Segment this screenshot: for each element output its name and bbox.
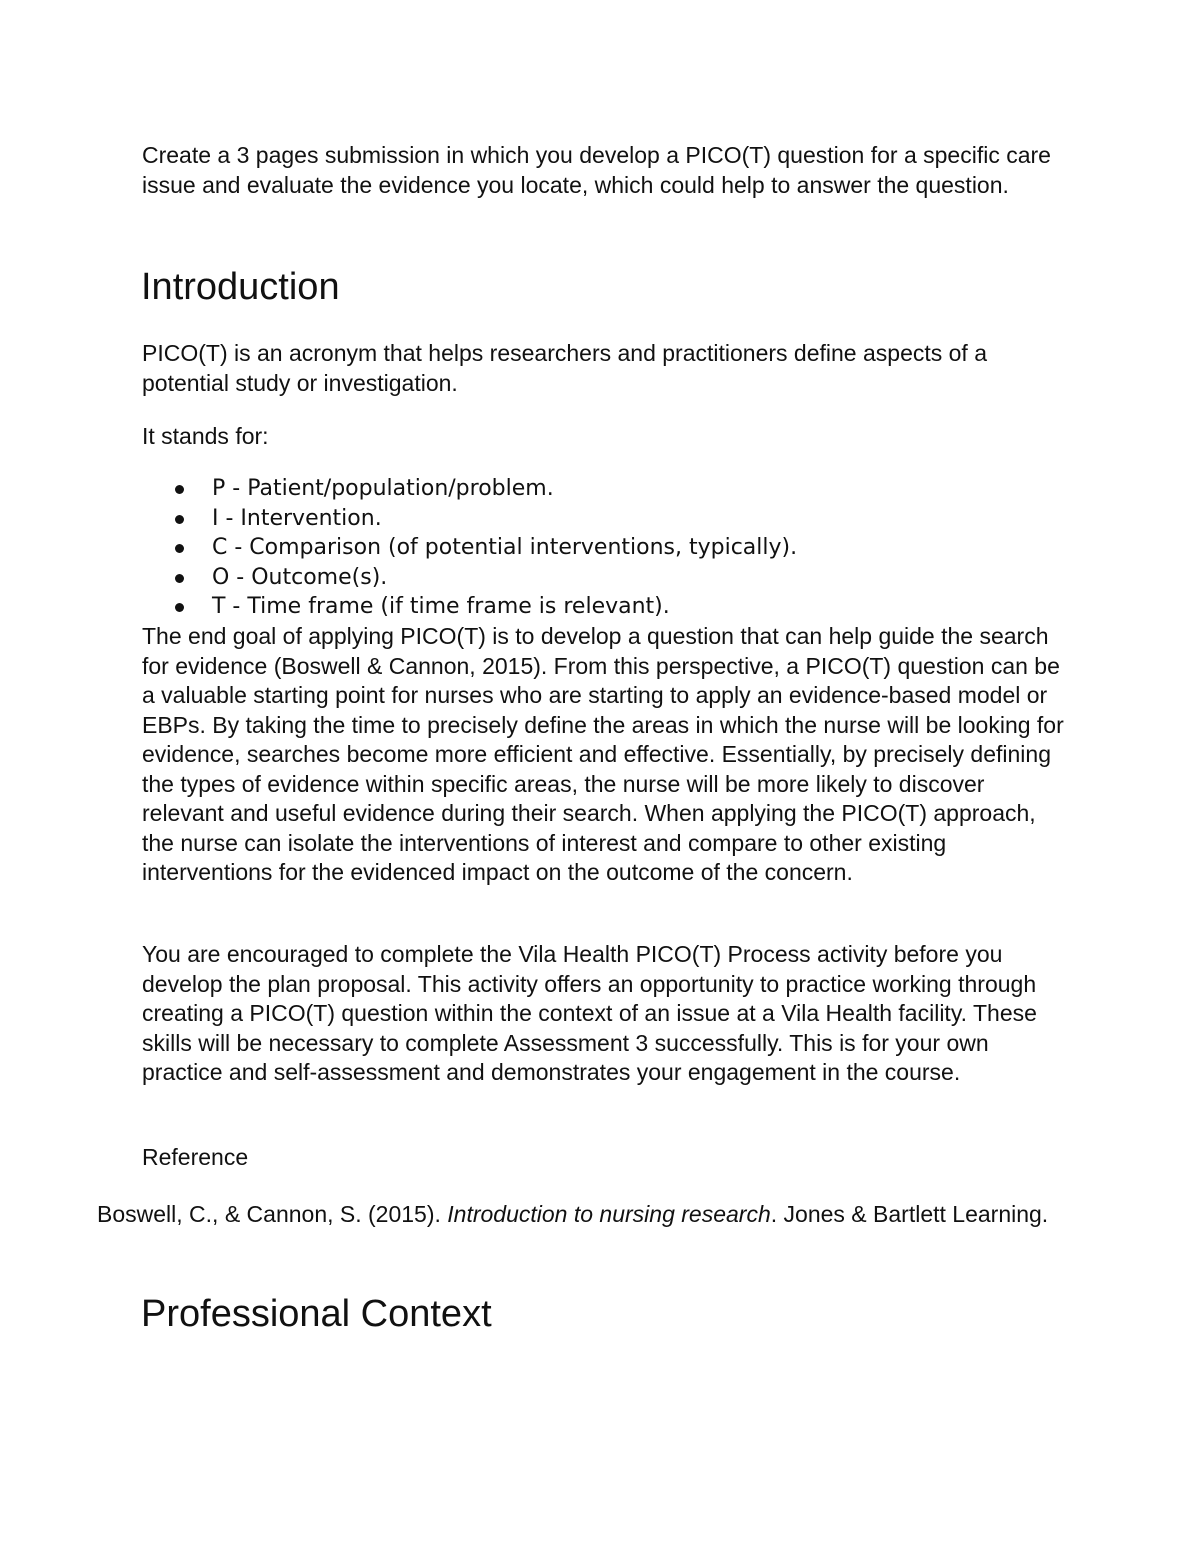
reference-label: Reference xyxy=(142,1144,249,1170)
reference-authors: Boswell, C., & Cannon, S. (2015). xyxy=(97,1201,448,1227)
stands-for-text: It stands for: xyxy=(142,423,269,449)
list-item xyxy=(142,563,1042,593)
list-item xyxy=(142,474,1042,504)
pico-definition-paragraph: PICO(T) is an acronym that helps researchers and practitioners define aspects of a potential study or investigation. xyxy=(142,340,988,396)
encouraged-paragraph: You are encouraged to complete the Vila Health PICO(T) Process activity before you develop the plan proposal. This activity offers an opportunity to practice working through creating a PICO(T) question within the context of an issue at a Vila Health facility. These skills will be necessary to complete Assessment 3 successfully. This is for your own practice and self-assessment and demonstrates your engagement in the course. xyxy=(142,941,1037,1085)
list-item-text: O - Outcome(s). xyxy=(212,564,388,590)
list-item xyxy=(142,504,1042,534)
heading-introduction: Introduction xyxy=(141,266,340,308)
list-item-text: C - Comparison (of potential interventions, typically). xyxy=(212,535,798,560)
pico-list xyxy=(142,474,1042,622)
bullet-icon xyxy=(175,544,184,553)
list-item-text: T - Time frame (if time frame is relevant). xyxy=(212,594,670,619)
bullet-icon xyxy=(175,515,184,524)
reference-title: Introduction to nursing research xyxy=(447,1201,771,1227)
list-item xyxy=(142,533,1042,563)
intro-paragraph: Create a 3 pages submission in which you develop a PICO(T) question for a specific care issue and evaluate the evidence you locate, which could help to answer the question. xyxy=(142,142,1051,198)
heading-professional-context: Professional Context xyxy=(141,1293,492,1335)
bullet-icon xyxy=(175,485,184,494)
list-item xyxy=(142,592,1042,622)
list-item-text: I - Intervention. xyxy=(212,505,382,531)
bullet-icon xyxy=(175,574,184,583)
reference-publisher: . Jones & Bartlett Learning. xyxy=(770,1201,1049,1227)
end-goal-paragraph: The end goal of applying PICO(T) is to develop a question that can help guide the search for evidence (Boswell & Cannon, 2015). From this perspective, a PICO(T) question can be a valuable starting point for nurses who are starting to apply an evidence-based model or EBPs. By taking the time to precisely define the areas in which the nurse will be looking for evidence, searches become more efficient and effective. Essentially, by precisely defining the types of evidence within specific areas, the nurse will be more likely to discover relevant and useful evidence during their search. When applying the PICO(T) approach, the nurse can isolate the interventions of interest and compare to other existing interventions for the evidenced impact on the outcome of the concern. xyxy=(142,623,1064,885)
reference-entry xyxy=(97,1200,1117,1230)
bullet-icon xyxy=(175,603,184,612)
list-item-text: P - Patient/population/problem. xyxy=(212,476,554,501)
